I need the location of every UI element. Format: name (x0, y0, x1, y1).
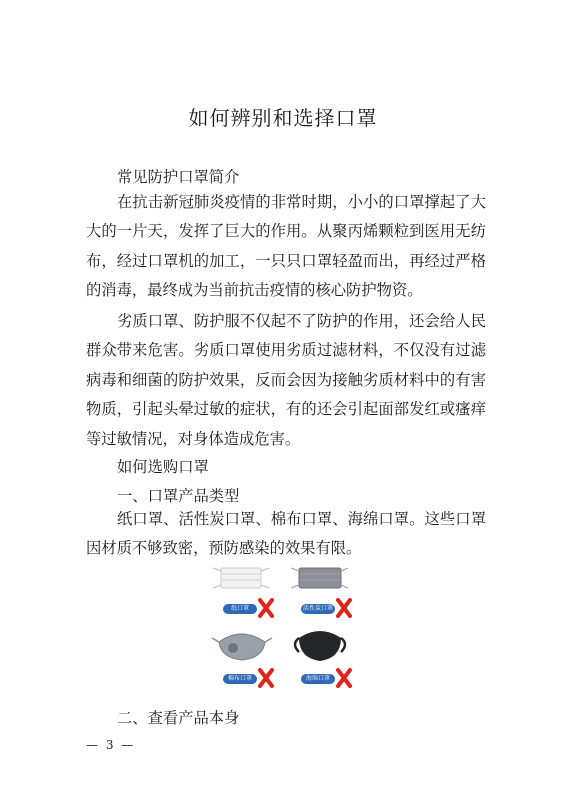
page-title: 如何辨别和选择口罩 (188, 106, 378, 130)
heading-buy: 如何选购口罩 (117, 458, 209, 476)
paragraph-1: 在抗击新冠肺炎疫情的非常时期，小小的口罩撑起了大大的一片天，发挥了巨大的作用。从聚丙烯颗粒到医用无纺布，经过口罩机的加工，一只只口罩轻盈而出，再经过严格的消毒，最终成为当前抗击疫情的核心防护物资。 (86, 193, 486, 300)
cotton-mask-item (211, 628, 281, 688)
paragraph-3: 纸口罩、活性炭口罩、棉布口罩、海绵口罩。这些口罩因材质不够致密，预防感染的效果有限。 (86, 510, 486, 558)
sponge-mask-image (289, 628, 351, 662)
carbon-mask-item (289, 562, 359, 622)
carbon-mask-image (289, 562, 349, 594)
sponge-mask-item (289, 628, 359, 688)
cross-icon (335, 598, 353, 618)
paper-mask-item (211, 562, 281, 622)
cross-icon (257, 668, 275, 688)
cotton-mask-image (211, 628, 273, 662)
sponge-mask-tag: 海绵口罩 (301, 674, 335, 684)
mask-types-figure (203, 558, 363, 698)
paper-mask-tag: 纸口罩 (223, 604, 257, 614)
page-number: — 3 — (86, 738, 136, 752)
section-1-heading: 一、口罩产品类型 (117, 487, 240, 505)
section-2-heading: 二、查看产品本身 (117, 709, 240, 727)
cotton-mask-tag: 棉布口罩 (223, 674, 257, 684)
paper-mask-image (211, 562, 271, 594)
paragraph-2: 劣质口罩、防护服不仅起不了防护的作用，还会给人民群众带来危害。劣质口罩使用劣质过滤材料，不仅没有过滤病毒和细菌的防护效果，反而会因为接触劣质材料中的有害物质，引起头晕过敏的症状，有的还会引起面部发红或瘙痒等过敏情况，对身体造成危害。 (86, 312, 486, 448)
carbon-mask-tag: 活性炭口罩 (302, 605, 333, 612)
heading-intro: 常见防护口罩简介 (117, 168, 240, 186)
cross-icon (257, 598, 275, 618)
cross-icon (335, 668, 353, 688)
